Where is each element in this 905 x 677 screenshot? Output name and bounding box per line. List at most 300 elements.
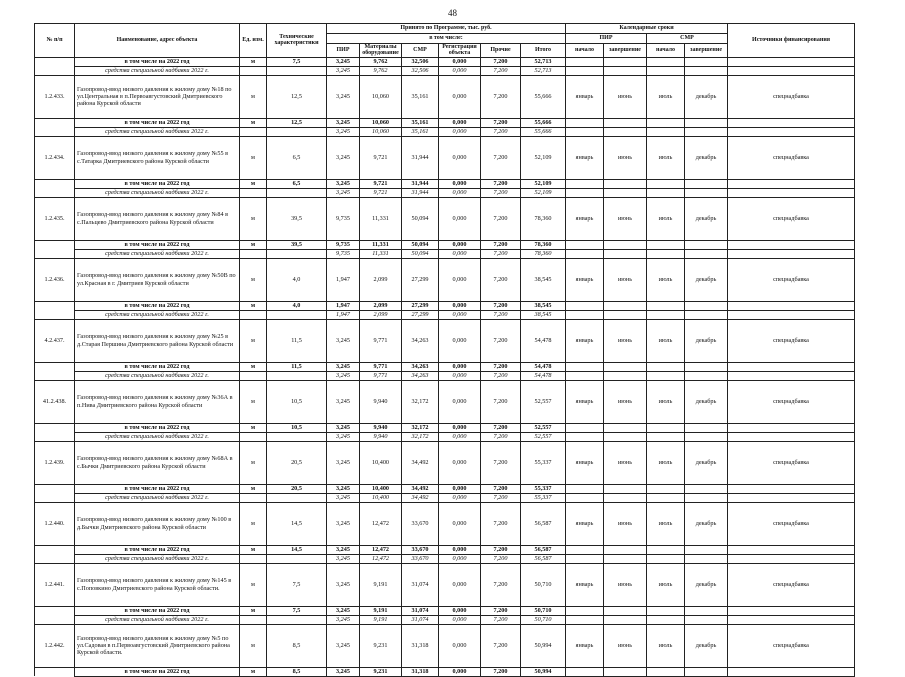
- subtotal-materials: 2,099: [360, 301, 402, 310]
- subtotal-tech: 10,5: [267, 423, 327, 432]
- object-other: 7,200: [481, 441, 521, 484]
- object-name: Газопровод-ввод низкого давления к жилому дому №145 в с.Поповкино Дмитриевского района Курской области.: [75, 563, 240, 606]
- object-code: 41.2.438.: [35, 380, 75, 423]
- subtotal-label: в том числе на 2022 год: [75, 606, 240, 615]
- special-materials: 2,099: [360, 310, 402, 319]
- object-total: 50,994: [521, 624, 566, 667]
- special-row: [35, 432, 855, 441]
- object-smr: 31,074: [402, 563, 439, 606]
- special-materials: 11,331: [360, 249, 402, 258]
- header-sources: Источники финансирования: [728, 24, 855, 58]
- object-cal-pir-end: июнь: [604, 136, 647, 179]
- special-registration: 0,000: [439, 310, 481, 319]
- subtotal-total: 55,337: [521, 484, 566, 493]
- special-label: средства специальной надбавки 2022 г.: [75, 432, 240, 441]
- object-code: 1.2.441.: [35, 563, 75, 606]
- special-other: 7,200: [481, 127, 521, 136]
- special-total: 50,710: [521, 615, 566, 624]
- subtotal-smr: 34,263: [402, 362, 439, 371]
- subtotal-pir: 3,245: [327, 606, 360, 615]
- object-row: [35, 380, 855, 423]
- header-other: Прочие: [481, 44, 521, 58]
- object-pir: 3,245: [327, 563, 360, 606]
- object-unit: м: [240, 563, 267, 606]
- subtotal-pir: 3,245: [327, 118, 360, 127]
- subtotal-smr: 32,506: [402, 57, 439, 66]
- object-other: 7,200: [481, 563, 521, 606]
- subtotal-row: [35, 118, 855, 127]
- subtotal-smr: 50,094: [402, 240, 439, 249]
- object-name: Газопровод-ввод низкого давления к жилому дому №50В по ул.Красная в г. Дмитриев Курской области: [75, 258, 240, 301]
- special-label: средства специальной надбавки 2022 г.: [75, 249, 240, 258]
- subtotal-label: в том числе на 2022 год: [75, 179, 240, 188]
- object-smr: 31,944: [402, 136, 439, 179]
- special-total: 55,666: [521, 127, 566, 136]
- object-smr: 31,318: [402, 624, 439, 667]
- object-code: 1.2.433.: [35, 75, 75, 118]
- subtotal-pir: 1,947: [327, 301, 360, 310]
- subtotal-tech: 39,5: [267, 240, 327, 249]
- object-source: спецнадбавка: [728, 502, 855, 545]
- subtotal-materials: 10,060: [360, 118, 402, 127]
- object-pir: 3,245: [327, 75, 360, 118]
- object-materials: 9,721: [360, 136, 402, 179]
- object-cal-smr-end: декабрь: [685, 563, 728, 606]
- object-registration: 0,000: [439, 624, 481, 667]
- subtotal-other: 7,200: [481, 118, 521, 127]
- header-name: Наименование, адрес объекта: [75, 24, 240, 58]
- subtotal-smr: 31,318: [402, 667, 439, 676]
- special-pir: 3,245: [327, 127, 360, 136]
- subtotal-total: 54,478: [521, 362, 566, 371]
- special-pir: 3,245: [327, 66, 360, 75]
- subtotal-smr: 31,074: [402, 606, 439, 615]
- object-cal-smr-start: июль: [647, 197, 685, 240]
- header-tech: Технические характеристики: [267, 24, 327, 58]
- subtotal-registration: 0,000: [439, 545, 481, 554]
- object-row: [35, 502, 855, 545]
- object-cal-smr-start: июль: [647, 502, 685, 545]
- header-total: Итого: [521, 44, 566, 58]
- subtotal-unit: м: [240, 301, 267, 310]
- special-other: 7,200: [481, 554, 521, 563]
- special-label: средства специальной надбавки 2022 г.: [75, 127, 240, 136]
- subtotal-row: [35, 667, 855, 676]
- object-cal-smr-start: июль: [647, 319, 685, 362]
- object-row: [35, 136, 855, 179]
- special-other: 7,200: [481, 310, 521, 319]
- subtotal-unit: м: [240, 362, 267, 371]
- subtotal-total: 52,109: [521, 179, 566, 188]
- subtotal-pir: 3,245: [327, 545, 360, 554]
- object-unit: м: [240, 380, 267, 423]
- object-materials: 2,099: [360, 258, 402, 301]
- object-registration: 0,000: [439, 563, 481, 606]
- object-pir: 3,245: [327, 319, 360, 362]
- object-other: 7,200: [481, 197, 521, 240]
- object-cal-pir-start: январь: [566, 380, 604, 423]
- object-code: 1.2.440.: [35, 502, 75, 545]
- special-label: средства специальной надбавки 2022 г.: [75, 615, 240, 624]
- special-total: 52,109: [521, 188, 566, 197]
- special-materials: 9,940: [360, 432, 402, 441]
- special-smr: 34,492: [402, 493, 439, 502]
- object-source: спецнадбавка: [728, 624, 855, 667]
- object-total: 52,557: [521, 380, 566, 423]
- special-materials: 12,472: [360, 554, 402, 563]
- subtotal-total: 56,587: [521, 545, 566, 554]
- subtotal-row: [35, 484, 855, 493]
- object-cal-pir-start: январь: [566, 75, 604, 118]
- subtotal-unit: м: [240, 545, 267, 554]
- subtotal-other: 7,200: [481, 57, 521, 66]
- object-total: 38,545: [521, 258, 566, 301]
- object-cal-smr-start: июль: [647, 441, 685, 484]
- object-unit: м: [240, 75, 267, 118]
- object-row: [35, 319, 855, 362]
- object-other: 7,200: [481, 258, 521, 301]
- object-cal-pir-end: июнь: [604, 258, 647, 301]
- object-cal-smr-end: декабрь: [685, 258, 728, 301]
- subtotal-label: в том числе на 2022 год: [75, 667, 240, 676]
- special-registration: 0,000: [439, 371, 481, 380]
- special-registration: 0,000: [439, 554, 481, 563]
- object-cal-pir-end: июнь: [604, 75, 647, 118]
- subtotal-unit: м: [240, 240, 267, 249]
- object-row: [35, 75, 855, 118]
- object-tech: 10,5: [267, 380, 327, 423]
- object-row: [35, 197, 855, 240]
- special-pir: 3,245: [327, 188, 360, 197]
- object-source: спецнадбавка: [728, 136, 855, 179]
- header-pir: ПИР: [327, 44, 360, 58]
- object-cal-smr-start: июль: [647, 380, 685, 423]
- special-pir: 3,245: [327, 493, 360, 502]
- object-cal-smr-start: июль: [647, 136, 685, 179]
- special-label: средства специальной надбавки 2022 г.: [75, 66, 240, 75]
- special-row: [35, 249, 855, 258]
- subtotal-other: 7,200: [481, 240, 521, 249]
- special-pir: 9,735: [327, 249, 360, 258]
- special-materials: 9,771: [360, 371, 402, 380]
- subtotal-registration: 0,000: [439, 362, 481, 371]
- special-total: 55,337: [521, 493, 566, 502]
- object-total: 78,360: [521, 197, 566, 240]
- object-cal-smr-end: декабрь: [685, 624, 728, 667]
- program-table: [34, 23, 855, 677]
- object-cal-smr-start: июль: [647, 624, 685, 667]
- special-total: 78,360: [521, 249, 566, 258]
- subtotal-smr: 35,161: [402, 118, 439, 127]
- subtotal-unit: м: [240, 423, 267, 432]
- object-cal-pir-start: январь: [566, 258, 604, 301]
- object-smr: 35,161: [402, 75, 439, 118]
- special-smr: 33,670: [402, 554, 439, 563]
- object-tech: 20,5: [267, 441, 327, 484]
- subtotal-pir: 3,245: [327, 423, 360, 432]
- object-cal-smr-end: декабрь: [685, 502, 728, 545]
- object-registration: 0,000: [439, 258, 481, 301]
- special-other: 7,200: [481, 371, 521, 380]
- subtotal-other: 7,200: [481, 362, 521, 371]
- object-smr: 34,492: [402, 441, 439, 484]
- object-cal-pir-end: июнь: [604, 502, 647, 545]
- object-code: 1.2.439.: [35, 441, 75, 484]
- object-source: спецнадбавка: [728, 197, 855, 240]
- subtotal-smr: 32,172: [402, 423, 439, 432]
- subtotal-total: 55,666: [521, 118, 566, 127]
- special-materials: 9,191: [360, 615, 402, 624]
- subtotal-label: в том числе на 2022 год: [75, 362, 240, 371]
- special-pir: 1,947: [327, 310, 360, 319]
- subtotal-other: 7,200: [481, 484, 521, 493]
- header-cal-smr: СМР: [647, 34, 728, 44]
- object-cal-pir-end: июнь: [604, 319, 647, 362]
- subtotal-tech: 7,5: [267, 57, 327, 66]
- special-total: 56,587: [521, 554, 566, 563]
- page-number: 48: [448, 8, 457, 18]
- object-tech: 7,5: [267, 563, 327, 606]
- object-unit: м: [240, 197, 267, 240]
- object-code: 4.2.437.: [35, 319, 75, 362]
- subtotal-label: в том числе на 2022 год: [75, 118, 240, 127]
- object-cal-pir-start: январь: [566, 441, 604, 484]
- object-tech: 14,5: [267, 502, 327, 545]
- special-registration: 0,000: [439, 66, 481, 75]
- subtotal-label: в том числе на 2022 год: [75, 484, 240, 493]
- object-source: спецнадбавка: [728, 258, 855, 301]
- object-registration: 0,000: [439, 502, 481, 545]
- subtotal-smr: 34,492: [402, 484, 439, 493]
- header-materials: Материалы оборудование: [360, 44, 402, 58]
- object-code: 1.2.434.: [35, 136, 75, 179]
- object-pir: 1,947: [327, 258, 360, 301]
- subtotal-row: [35, 179, 855, 188]
- top-special-row: [35, 66, 855, 75]
- object-source: спецнадбавка: [728, 319, 855, 362]
- object-cal-pir-end: июнь: [604, 197, 647, 240]
- special-registration: 0,000: [439, 127, 481, 136]
- subtotal-unit: м: [240, 179, 267, 188]
- special-smr: 50,094: [402, 249, 439, 258]
- object-registration: 0,000: [439, 136, 481, 179]
- subtotal-materials: 12,472: [360, 545, 402, 554]
- subtotal-tech: 4,0: [267, 301, 327, 310]
- object-unit: м: [240, 258, 267, 301]
- subtotal-registration: 0,000: [439, 667, 481, 676]
- object-cal-pir-start: январь: [566, 502, 604, 545]
- special-other: 7,200: [481, 66, 521, 75]
- object-tech: 8,5: [267, 624, 327, 667]
- object-tech: 11,5: [267, 319, 327, 362]
- subtotal-materials: 11,331: [360, 240, 402, 249]
- object-cal-pir-end: июнь: [604, 624, 647, 667]
- object-materials: 9,231: [360, 624, 402, 667]
- subtotal-pir: 9,735: [327, 240, 360, 249]
- special-label: средства специальной надбавки 2022 г.: [75, 493, 240, 502]
- subtotal-registration: 0,000: [439, 423, 481, 432]
- special-row: [35, 371, 855, 380]
- subtotal-tech: 6,5: [267, 179, 327, 188]
- object-cal-pir-start: январь: [566, 197, 604, 240]
- special-row: [35, 554, 855, 563]
- object-name: Газопровод-ввод низкого давления к жилому дому №18 по ул.Центральная в п.Первоавгустовский Дмитриевского района Курской области: [75, 75, 240, 118]
- special-registration: 0,000: [439, 249, 481, 258]
- object-cal-pir-start: январь: [566, 624, 604, 667]
- subtotal-pir: 3,245: [327, 362, 360, 371]
- subtotal-other: 7,200: [481, 667, 521, 676]
- special-pir: 3,245: [327, 371, 360, 380]
- special-smr: 27,299: [402, 310, 439, 319]
- object-cal-pir-start: январь: [566, 319, 604, 362]
- special-label: средства специальной надбавки 2022 г.: [75, 554, 240, 563]
- object-registration: 0,000: [439, 380, 481, 423]
- subtotal-unit: м: [240, 606, 267, 615]
- subtotal-unit: м: [240, 118, 267, 127]
- object-unit: м: [240, 136, 267, 179]
- special-smr: 34,263: [402, 371, 439, 380]
- special-pir: 3,245: [327, 554, 360, 563]
- special-total: 52,557: [521, 432, 566, 441]
- object-source: спецнадбавка: [728, 441, 855, 484]
- subtotal-row: [35, 362, 855, 371]
- header-cal-pir: ПИР: [566, 34, 647, 44]
- object-pir: 3,245: [327, 380, 360, 423]
- object-materials: 9,771: [360, 319, 402, 362]
- header-row-1: [35, 24, 855, 34]
- object-smr: 32,172: [402, 380, 439, 423]
- subtotal-row: [35, 240, 855, 249]
- subtotal-pir: 3,245: [327, 667, 360, 676]
- special-smr: 31,074: [402, 615, 439, 624]
- subtotal-materials: 9,771: [360, 362, 402, 371]
- subtotal-materials: 9,721: [360, 179, 402, 188]
- special-label: средства специальной надбавки 2022 г.: [75, 371, 240, 380]
- object-total: 50,710: [521, 563, 566, 606]
- object-cal-smr-start: июль: [647, 75, 685, 118]
- object-other: 7,200: [481, 380, 521, 423]
- special-row: [35, 310, 855, 319]
- subtotal-other: 7,200: [481, 301, 521, 310]
- object-registration: 0,000: [439, 197, 481, 240]
- special-registration: 0,000: [439, 432, 481, 441]
- subtotal-total: 52,713: [521, 57, 566, 66]
- object-cal-pir-start: январь: [566, 563, 604, 606]
- special-total: 38,545: [521, 310, 566, 319]
- header-smr: СМР: [402, 44, 439, 58]
- object-materials: 11,331: [360, 197, 402, 240]
- special-other: 7,200: [481, 188, 521, 197]
- subtotal-registration: 0,000: [439, 301, 481, 310]
- special-label: средства специальной надбавки 2022 г.: [75, 310, 240, 319]
- object-pir: 3,245: [327, 502, 360, 545]
- header-end2: завершение: [685, 44, 728, 58]
- subtotal-registration: 0,000: [439, 484, 481, 493]
- object-cal-smr-start: июль: [647, 563, 685, 606]
- special-other: 7,200: [481, 615, 521, 624]
- subtotal-total: 50,994: [521, 667, 566, 676]
- header-num: № п/п: [35, 24, 75, 58]
- object-name: Газопровод-ввод низкого давления к жилому дому №84 в с.Пальцево Дмитриевского района Курской области: [75, 197, 240, 240]
- special-row: [35, 188, 855, 197]
- special-smr: 35,161: [402, 127, 439, 136]
- subtotal-label: в том числе на 2022 год: [75, 545, 240, 554]
- special-materials: 10,400: [360, 493, 402, 502]
- object-pir: 9,735: [327, 197, 360, 240]
- subtotal-pir: 3,245: [327, 57, 360, 66]
- subtotal-pir: 3,245: [327, 484, 360, 493]
- special-row: [35, 493, 855, 502]
- subtotal-registration: 0,000: [439, 118, 481, 127]
- special-registration: 0,000: [439, 615, 481, 624]
- object-cal-smr-end: декабрь: [685, 319, 728, 362]
- object-registration: 0,000: [439, 441, 481, 484]
- object-tech: 6,5: [267, 136, 327, 179]
- object-name: Газопровод-ввод низкого давления к жилому дому №68А в с.Бычки Дмитриевского района Курской области: [75, 441, 240, 484]
- object-other: 7,200: [481, 624, 521, 667]
- object-pir: 3,245: [327, 624, 360, 667]
- object-name: Газопровод-ввод низкого давления к жилому дому №25 в д.Старая Першина Дмитриевского района Курской области: [75, 319, 240, 362]
- object-code: 1.2.436.: [35, 258, 75, 301]
- object-total: 55,666: [521, 75, 566, 118]
- header-start2: начало: [647, 44, 685, 58]
- subtotal-tech: 12,5: [267, 118, 327, 127]
- object-cal-smr-end: декабрь: [685, 197, 728, 240]
- object-pir: 3,245: [327, 441, 360, 484]
- header-registration: Регистрация объекта: [439, 44, 481, 58]
- object-total: 52,109: [521, 136, 566, 179]
- subtotal-registration: 0,000: [439, 606, 481, 615]
- object-materials: 12,472: [360, 502, 402, 545]
- special-label: средства специальной надбавки 2022 г.: [75, 188, 240, 197]
- subtotal-registration: 0,000: [439, 57, 481, 66]
- subtotal-label: в том числе на 2022 год: [75, 423, 240, 432]
- subtotal-other: 7,200: [481, 545, 521, 554]
- special-total: 52,713: [521, 66, 566, 75]
- special-registration: 0,000: [439, 188, 481, 197]
- object-unit: м: [240, 441, 267, 484]
- subtotal-label: в том числе на 2022 год: [75, 301, 240, 310]
- subtotal-total: 50,710: [521, 606, 566, 615]
- subtotal-tech: 8,5: [267, 667, 327, 676]
- subtotal-registration: 0,000: [439, 240, 481, 249]
- object-source: спецнадбавка: [728, 563, 855, 606]
- object-code: 1.2.442.: [35, 624, 75, 667]
- special-materials: 9,721: [360, 188, 402, 197]
- special-row: [35, 615, 855, 624]
- subtotal-tech: 14,5: [267, 545, 327, 554]
- subtotal-pir: 3,245: [327, 179, 360, 188]
- header-unit: Ед. изм.: [240, 24, 267, 58]
- object-total: 55,337: [521, 441, 566, 484]
- object-cal-smr-end: декабрь: [685, 441, 728, 484]
- object-materials: 10,060: [360, 75, 402, 118]
- subtotal-materials: 9,231: [360, 667, 402, 676]
- object-smr: 34,263: [402, 319, 439, 362]
- special-pir: 3,245: [327, 432, 360, 441]
- subtotal-registration: 0,000: [439, 179, 481, 188]
- object-tech: 12,5: [267, 75, 327, 118]
- object-other: 7,200: [481, 319, 521, 362]
- object-name: Газопровод-ввод низкого давления к жилому дому №100 в д.Бычки Дмитриевского района Курской области: [75, 502, 240, 545]
- object-cal-smr-start: июль: [647, 258, 685, 301]
- header-calendar: Календарные сроки: [566, 24, 728, 34]
- special-smr: 32,172: [402, 432, 439, 441]
- subtotal-smr: 27,299: [402, 301, 439, 310]
- object-unit: м: [240, 319, 267, 362]
- object-row: [35, 624, 855, 667]
- subtotal-row: [35, 301, 855, 310]
